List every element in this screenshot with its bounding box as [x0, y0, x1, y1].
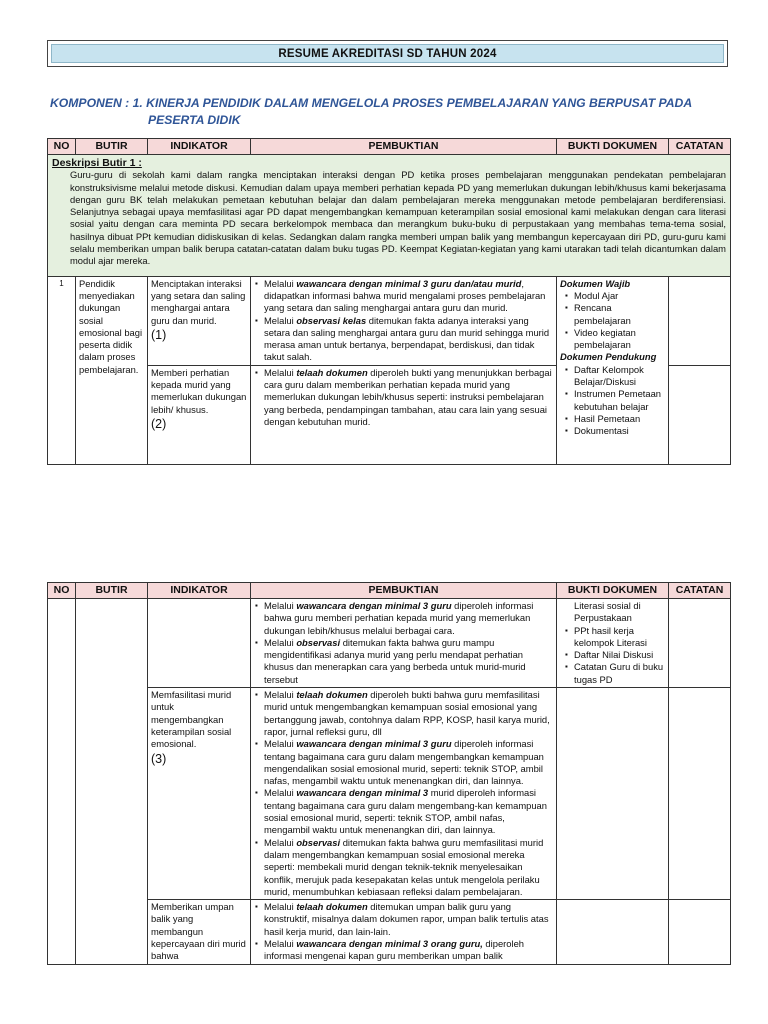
- catatan-cont-cell: [669, 599, 731, 688]
- table-row: [48, 276, 731, 365]
- pembuktian-item: [264, 689, 553, 738]
- row-number-empty: [48, 599, 76, 965]
- dokumen-pendukung-list: [560, 364, 665, 438]
- dokumen-item: ▪ Rencana pembelajaran: [574, 302, 665, 327]
- pembuktian-text: ditemukan fakta adanya interaksi yang setara dan saling menghargai antara guru dan murid sehingga murid merasa aman untuk bertanya, berpendapat, berdiskusi, dan tidak takut salah.: [264, 314, 550, 363]
- indikator-2-text: Memberi perhatian kepada murid yang memerlukan dukungan lebih/ khusus.: [151, 366, 247, 415]
- header-bukti-dokumen: BUKTI DOKUMEN: [557, 139, 669, 155]
- indikator-1-number: (1): [151, 327, 167, 342]
- header-butir: BUTIR: [76, 583, 148, 599]
- deskripsi-row: [48, 155, 731, 277]
- header-no: NO: [48, 139, 76, 155]
- pembuktian-text: diperoleh informasi mengenai kapan guru memberikan umpan balik: [264, 938, 525, 962]
- pembuktian-text: Melalui: [264, 366, 297, 378]
- pembuktian-text: wawancara dengan minimal 3 orang guru,: [296, 938, 483, 950]
- bukti-dokumen-cell: [557, 276, 669, 464]
- dokumen-wajib-list: [560, 290, 665, 351]
- pembuktian-text: Melalui: [264, 277, 297, 289]
- document-title: RESUME AKREDITASI SD TAHUN 2024: [51, 44, 724, 63]
- pembuktian-item: [264, 278, 553, 315]
- pembuktian-3-list: [254, 689, 553, 898]
- bukti-dokumen-4-cell: [557, 900, 669, 964]
- pembuktian-item: [264, 938, 553, 963]
- pembuktian-text: Melalui: [264, 938, 297, 950]
- pembuktian-text: Melalui: [264, 901, 297, 913]
- header-catatan: CATATAN: [669, 139, 731, 155]
- header-indikator: INDIKATOR: [148, 583, 251, 599]
- dokumen-item: ▪ Instrumen Pemetaan kebutuhan belajar: [574, 388, 665, 413]
- catatan-2-cell: [669, 365, 731, 464]
- pembuktian-1-cell: [251, 276, 557, 365]
- pembuktian-text: telaah dokumen: [296, 901, 368, 913]
- header-pembuktian: PEMBUKTIAN: [251, 583, 557, 599]
- table-row: [48, 688, 731, 900]
- pembuktian-item: [264, 637, 553, 686]
- pembuktian-text: telaah dokumen: [296, 366, 368, 378]
- pembuktian-text: ditemukan umpan balik guru yang konstruktif, misalnya dalam dokumen rapor, umpan balik tertulis atas hasil kerja murid, dan lain-lain.: [264, 901, 549, 937]
- header-indikator: INDIKATOR: [148, 139, 251, 155]
- table-header-row: [48, 583, 731, 599]
- pembuktian-item: [264, 600, 553, 637]
- indikator-cont-cell: [148, 599, 251, 688]
- pembuktian-text: , didapatkan informasi bahwa murid mengalami proses pembelajaran yang setara dan saling menghargai antara guru dan murid.: [264, 277, 546, 314]
- deskripsi-title: Deskripsi Butir 1 :: [52, 157, 142, 169]
- dokumen-item: ▪ Hasil Pemetaan: [574, 413, 665, 425]
- deskripsi-cell: [48, 155, 731, 277]
- pembuktian-text: ditemukan fakta bahwa guru mampu mengidentifikasi adanya murid yang perlu mendapat perhatian khusus dan menerapkan cara yang berbeda untuk murid-murid tersebut: [264, 636, 526, 685]
- pembuktian-item: [264, 738, 553, 787]
- butir-cell: Pendidik menyediakan dukungan sosial emosional bagi peserta didik dalam proses pembelajaran.: [76, 276, 148, 464]
- pembuktian-text: observasi: [296, 836, 341, 848]
- pembuktian-text: Melalui: [264, 600, 297, 611]
- header-bukti-dokumen: BUKTI DOKUMEN: [557, 583, 669, 599]
- table-butir-1: [47, 138, 731, 465]
- komponen-line-1: KOMPONEN : 1. KINERJA PENDIDIK DALAM MENGELOLA PROSES PEMBELAJARAN YANG BERPUSAT PADA: [50, 96, 693, 110]
- pembuktian-text: telaah dokumen: [296, 689, 368, 701]
- komponen-line-2: PESERTA DIDIK: [148, 113, 241, 127]
- pembuktian-text: wawancara dengan minimal 3 guru dan/atau murid: [296, 277, 522, 289]
- pembuktian-text: murid diperoleh informasi tentang bagaimana cara guru dalam mengembang-kan kemampuan sosial emosional murid, seperti: teknik STOP, ambil nafas, mengambil waktu untuk menenangkan diri, dan lainnya.: [264, 787, 547, 836]
- pembuktian-text: diperoleh bukti bahwa guru memfasilitasi murid untuk mengembangkan kemampuan sosial emosional yang bertanggung jawab, contohnya dalam RPP, KOSP, hasil karya murid, rapor, jurnal refleksi guru, dll: [264, 689, 550, 737]
- indikator-3-cell: [148, 688, 251, 900]
- komponen-heading: [50, 95, 740, 129]
- pembuktian-text: wawancara dengan minimal 3 guru: [296, 738, 452, 750]
- dokumen-item: ▪ Daftar Kelompok Belajar/Diskusi: [574, 364, 665, 389]
- pembuktian-text: diperoleh bukti yang menunjukkan berbagai cara guru dalam memberikan perhatian kepada murid yang memerlukan dukungan lebih/khusus seperti: instruksi pembelajaran yang berbeda, pendampingan tambahan, atau cara lain yang sesuai dengan kebutuhan murid.: [264, 366, 552, 427]
- row-number: 1: [48, 276, 76, 464]
- pembuktian-item: [264, 367, 553, 428]
- title-bar: [47, 40, 728, 67]
- indikator-4-cell: Memberikan umpan balik yang membangun kepercayaan diri murid bahwa: [148, 900, 251, 964]
- header-pembuktian: PEMBUKTIAN: [251, 139, 557, 155]
- pembuktian-4-cell: [251, 900, 557, 964]
- dokumen-item: ▪ Dokumentasi: [574, 425, 665, 437]
- pembuktian-text: diperoleh informasi bahwa guru memberi perhatian kepada murid yang memerlukan dukungan lebih/khusus melalui berbagai cara.: [264, 600, 534, 636]
- indikator-1-text: Menciptakan interaksi yang setara dan saling menghargai antara guru dan murid.: [151, 277, 246, 326]
- pembuktian-text: diperoleh informasi tentang bagaimana cara guru dalam mengembangkan kemampuan mengendalikan sosial emosional murid, seperti: teknik STOP, ambil nafas, mengambil waktu untuk menenangkan diri, dan lainnya.: [264, 738, 544, 787]
- pembuktian-item: [264, 837, 553, 898]
- pembuktian-item: [264, 901, 553, 938]
- table-row: [48, 599, 731, 688]
- indikator-2-cell: [148, 365, 251, 464]
- bukti-dokumen-3-cell: [557, 688, 669, 900]
- indikator-3-text: Memfasilitasi murid untuk mengembangkan keterampilan sosial emosional.: [151, 689, 232, 750]
- dokumen-item: ▪ PPt hasil kerja kelompok Literasi: [574, 625, 665, 650]
- deskripsi-text: Guru-guru di sekolah kami dalam rangka menciptakan interaksi dengan PD ketika proses pembelajaran menggunakan pendekatan pembelajaran konstruksivisme melalui metode diskusi. Kemudian dalam upaya memberi perhatian kepada PD yang memerlukan dukungan lebih/khusus kami bekerjasama dengan guru BK telah melakukan pemetaan kebutuhan belajar dan dalam pembelajaran mereka menggunakan metode pembelajaran berdiferensiasi. Selanjutnya sebagai upaya memfasilitasi agar PD dapat mengembangkan kemampuan keterampilan sosial emosional kami melakukan dengan cara literasi sosial yaitu dengan cara meminta PD secara berkelompok membaca dan merangkum buku-buku di perpustakaan yang membahas tema-tema sosial, hasilnya dibuat PPt kemudian didiskusikan di kelas. Sedangkan dalam rangka memberi umpan balik yang membangun kepercayaan diri PD, guru-guru kami selalu memberikan umpan balik berupa catatan-catatan dalam buku tugas PD. Keempat Kegiatan-kegiatan yang kami utarakan tadi telah dicantumkan dalam modul ajar mereka.: [70, 169, 726, 267]
- indikator-2-number: (2): [151, 416, 167, 431]
- dokumen-item: ▪ Modul Ajar: [574, 290, 665, 302]
- header-no: NO: [48, 583, 76, 599]
- pembuktian-text: wawancara dengan minimal 3: [296, 787, 429, 799]
- pembuktian-text: ditemukan fakta bahwa guru memfasilitasi murid dalam mengembangkan kemampuan sosial emosional mereka seperti: membekali murid dengan teknik-teknik menyelesaikan konflik, merujuk pada kesepakatan kelas untuk mengelola perilaku murid, menumbuhkan kebiasaan refleksi dalam pembelajaran.: [264, 836, 544, 897]
- table-header-row: [48, 139, 731, 155]
- butir-cell-empty: [76, 599, 148, 965]
- pembuktian-text: observasi kelas: [296, 314, 367, 326]
- catatan-1-cell: [669, 276, 731, 365]
- pembuktian-cont-cell: [251, 599, 557, 688]
- dokumen-pendukung-label: Dokumen Pendukung: [560, 351, 657, 363]
- header-butir: BUTIR: [76, 139, 148, 155]
- pembuktian-text: wawancara dengan minimal 3 guru: [296, 600, 452, 611]
- pembuktian-4-list: [254, 901, 553, 962]
- pembuktian-text: Melalui: [264, 836, 297, 848]
- pembuktian-text: Melalui: [264, 738, 297, 750]
- dokumen-wajib-label: Dokumen Wajib: [560, 277, 631, 289]
- dokumen-cont-list: [560, 625, 665, 686]
- pembuktian-text: Melalui: [264, 689, 297, 701]
- pembuktian-3-cell: [251, 688, 557, 900]
- bukti-dokumen-cont-cell: [557, 599, 669, 688]
- pembuktian-text: Melalui: [264, 636, 297, 648]
- pembuktian-cont-list: [254, 600, 553, 686]
- pembuktian-item: [264, 315, 553, 364]
- indikator-3-number: (3): [151, 751, 167, 766]
- catatan-4-cell: [669, 900, 731, 964]
- pembuktian-1-list: [254, 278, 553, 364]
- table-butir-1-continued: [47, 582, 731, 965]
- pembuktian-2-list: [254, 367, 553, 428]
- pembuktian-item: [264, 787, 553, 836]
- dokumen-item: ▪ Daftar Nilai Diskusi: [574, 649, 665, 661]
- dokumen-item: ▪ Catatan Guru di buku tugas PD: [574, 661, 665, 686]
- dokumen-cont-text: Literasi sosial di Perpustakaan: [574, 600, 641, 624]
- indikator-1-cell: [148, 276, 251, 365]
- table-row: [48, 900, 731, 964]
- pembuktian-2-cell: [251, 365, 557, 464]
- pembuktian-text: Melalui: [264, 314, 297, 326]
- dokumen-item: ▪ Video kegiatan pembelajaran: [574, 327, 665, 352]
- catatan-3-cell: [669, 688, 731, 900]
- pembuktian-text: Melalui: [264, 787, 297, 799]
- pembuktian-text: observasi: [296, 636, 341, 648]
- header-catatan: CATATAN: [669, 583, 731, 599]
